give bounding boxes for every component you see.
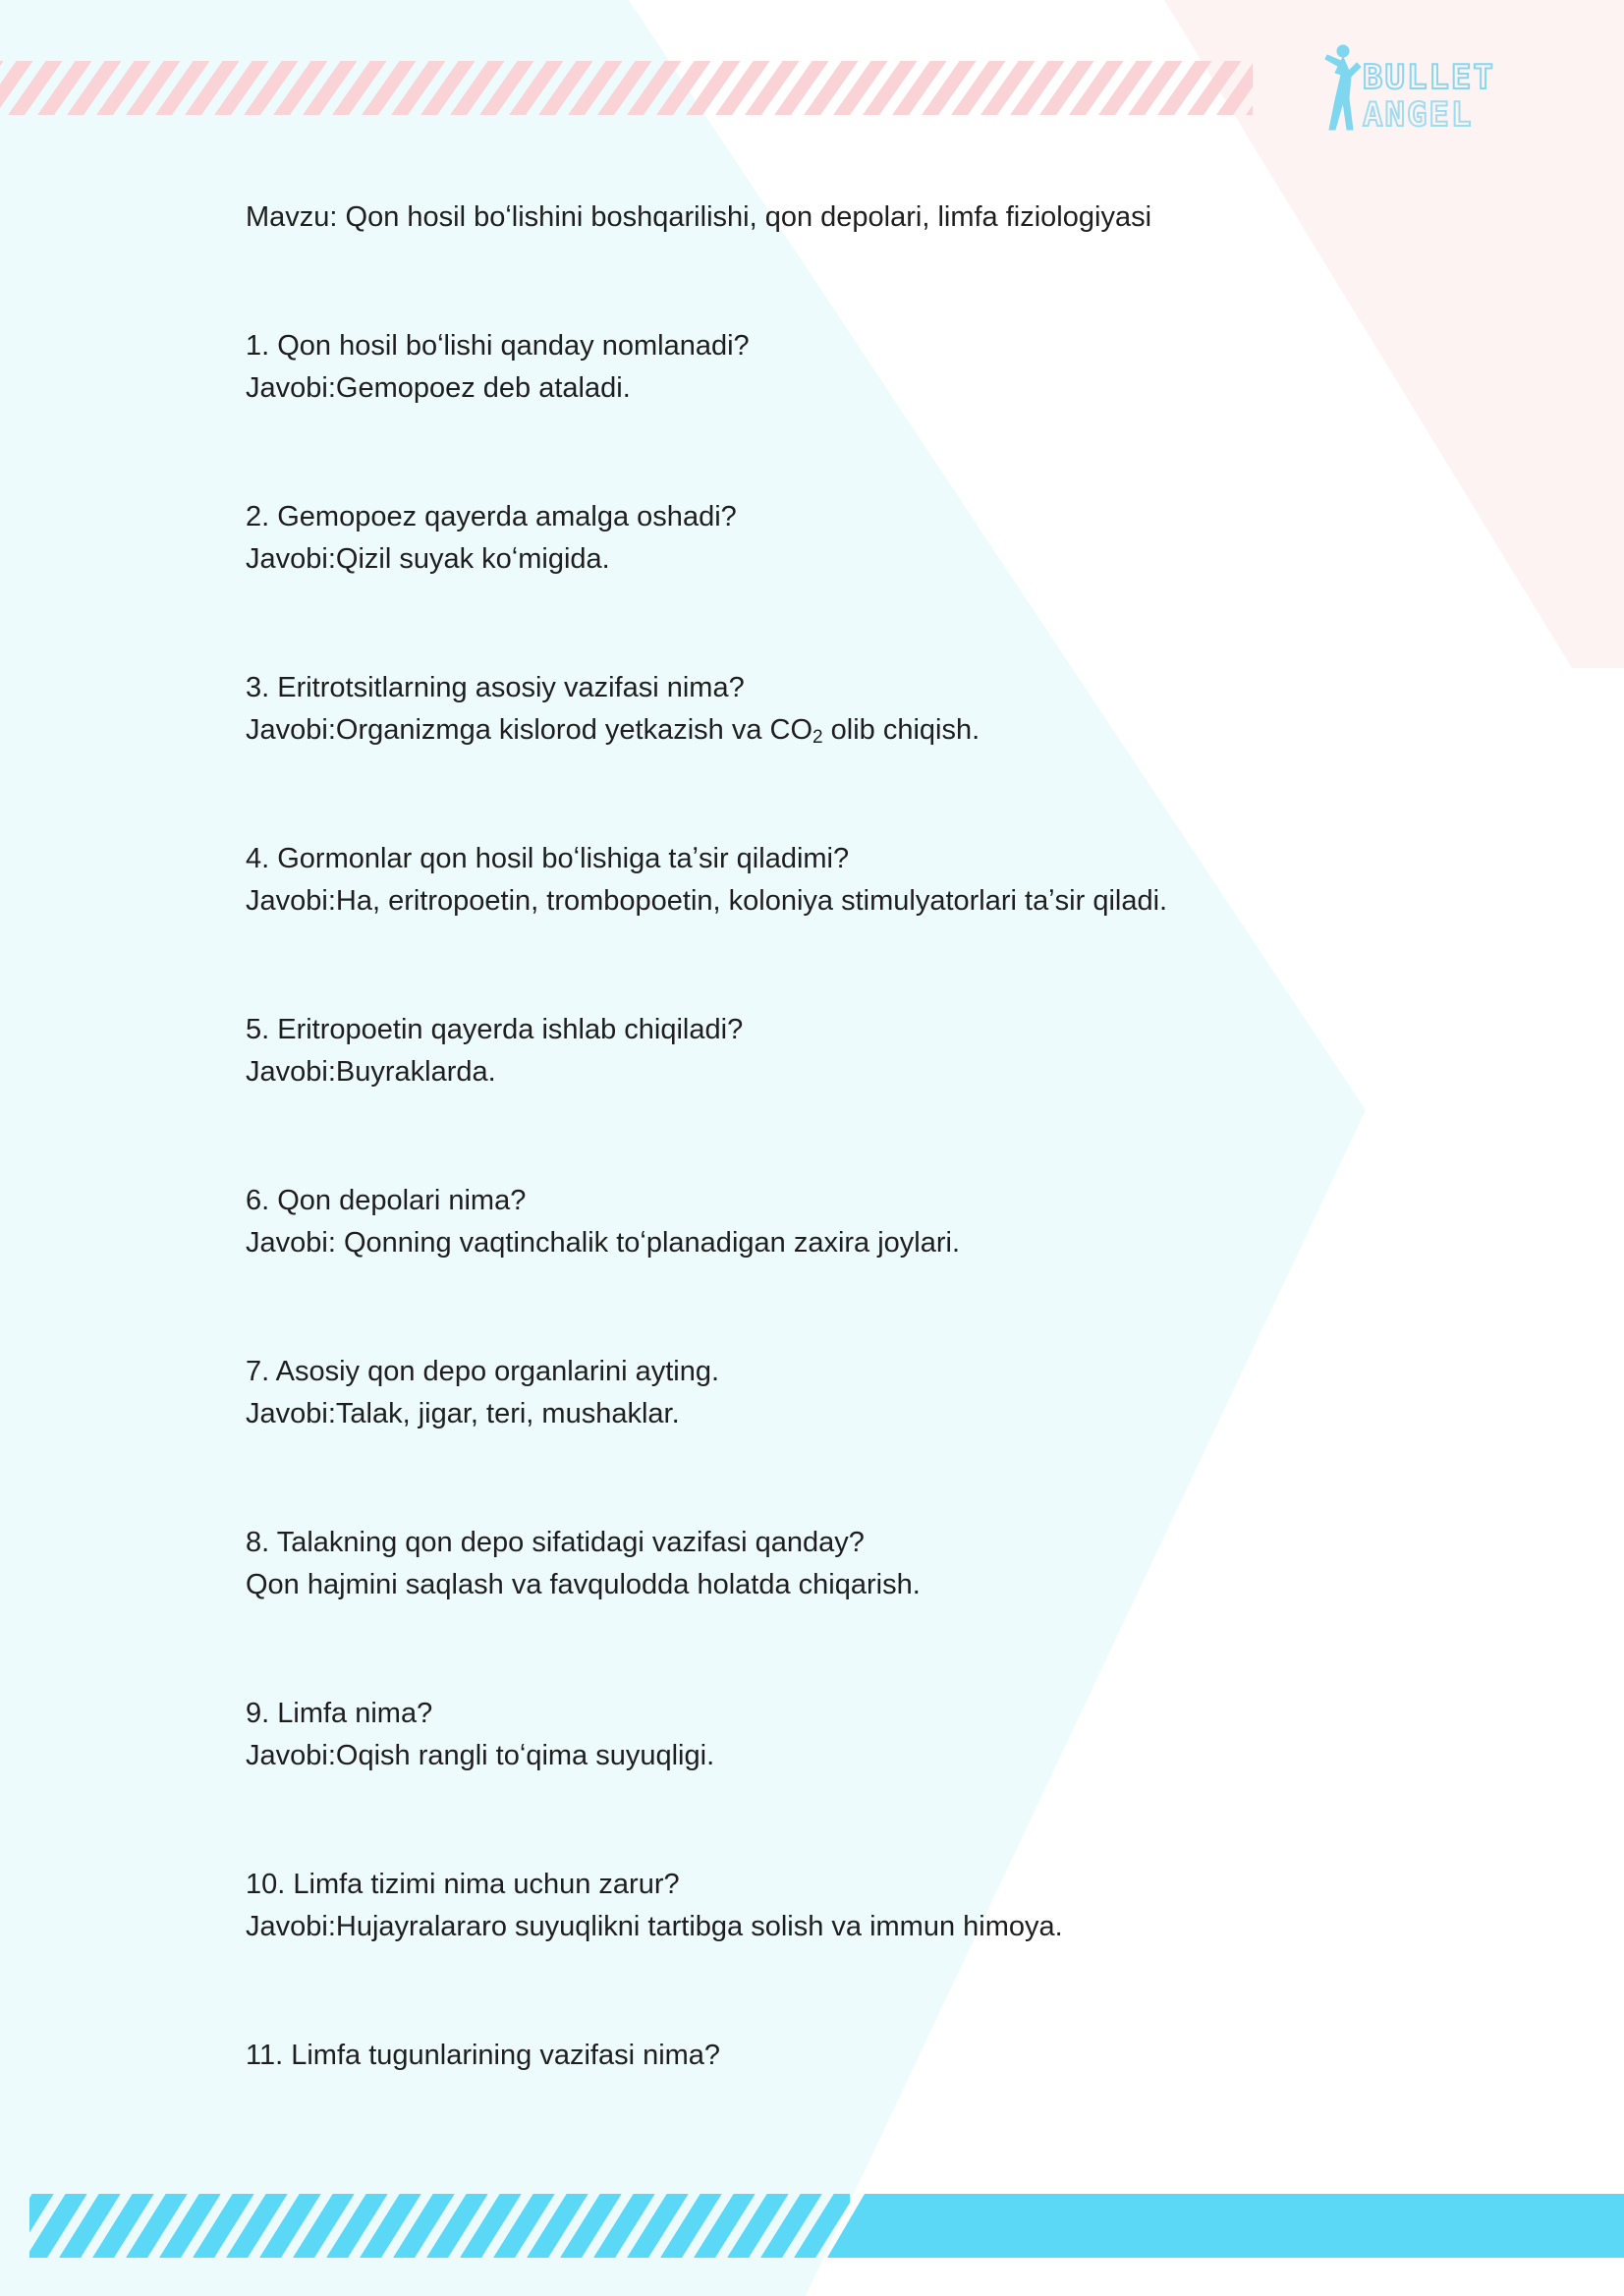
- bottom-stripe-band: [29, 2194, 850, 2258]
- document-body: [246, 196, 1375, 2163]
- qa-item-10: [246, 1864, 1375, 1948]
- qa-item-11: [246, 2035, 1375, 2077]
- question-text: 10. Limfa tizimi nima uchun zarur?: [246, 1869, 680, 1900]
- logo-line2: ANGEL: [1363, 95, 1474, 135]
- qa-item-1: [246, 325, 1375, 410]
- bullet-angel-logo: [1321, 41, 1557, 140]
- answer-subscript: 2: [812, 727, 823, 748]
- qa-item-4: [246, 838, 1375, 923]
- question-text: 3. Eritrotsitlarning asosiy vazifasi nima?: [246, 672, 745, 703]
- answer-text: Javobi: Qonning vaqtinchalik toʻplanadigan zaxira joylari.: [246, 1227, 961, 1259]
- qa-item-9: [246, 1693, 1375, 1777]
- qa-item-3: [246, 667, 1375, 752]
- question-text: 2. Gemopoez qayerda amalga oshadi?: [246, 501, 737, 532]
- question-text: 8. Talakning qon depo sifatidagi vazifasi qanday?: [246, 1527, 865, 1558]
- qa-item-6: [246, 1180, 1375, 1264]
- top-stripe-band: [0, 61, 1253, 115]
- answer-text: Javobi:Hujayralararo suyuqlikni tartibga solish va immun himoya.: [246, 1911, 1063, 1942]
- topic-heading: Mavzu: Qon hosil boʻlishini boshqarilishi, qon depolari, limfa fiziologiyasi: [246, 201, 1152, 233]
- qa-item-5: [246, 1009, 1375, 1093]
- answer-suffix: olib chiqish.: [822, 714, 980, 746]
- answer-text: Javobi:Gemopoez deb ataladi.: [246, 372, 631, 404]
- answer-prefix: Javobi:Organizmga kislorod yetkazish va CO: [246, 714, 813, 746]
- question-text: 7. Asosiy qon depo organlarini ayting.: [246, 1356, 720, 1387]
- answer-text: Javobi:Oqish rangli toʻqima suyuqligi.: [246, 1740, 715, 1771]
- question-text: 5. Eritropoetin qayerda ishlab chiqiladi?: [246, 1014, 744, 1045]
- answer-text: Javobi:Qizil suyak koʻmigida.: [246, 543, 610, 575]
- qa-item-8: [246, 1522, 1375, 1606]
- answer-text: Javobi:Talak, jigar, teri, mushaklar.: [246, 1398, 680, 1429]
- qa-item-7: [246, 1351, 1375, 1435]
- question-text: 1. Qon hosil boʻlishi qanday nomlanadi?: [246, 330, 750, 362]
- question-text: 11. Limfa tugunlarining vazifasi nima?: [246, 2040, 721, 2071]
- answer-text: Qon hajmini saqlash va favqulodda holatda chiqarish.: [246, 1569, 921, 1600]
- qa-item-2: [246, 496, 1375, 581]
- bottom-solid-band: [827, 2194, 1624, 2258]
- answer-text: Javobi:Ha, eritropoetin, trombopoetin, koloniya stimulyatorlari taʼsir qiladi.: [246, 885, 1168, 917]
- question-text: 4. Gormonlar qon hosil boʻlishiga taʼsir qiladimi?: [246, 843, 850, 874]
- question-text: 6. Qon depolari nima?: [246, 1185, 527, 1216]
- question-text: 9. Limfa nima?: [246, 1698, 433, 1729]
- angel-figure-icon: [1325, 45, 1361, 130]
- answer-text: Javobi:Buyraklarda.: [246, 1056, 496, 1088]
- logo-line1: BULLET: [1363, 58, 1495, 97]
- answer-text: [246, 709, 1375, 752]
